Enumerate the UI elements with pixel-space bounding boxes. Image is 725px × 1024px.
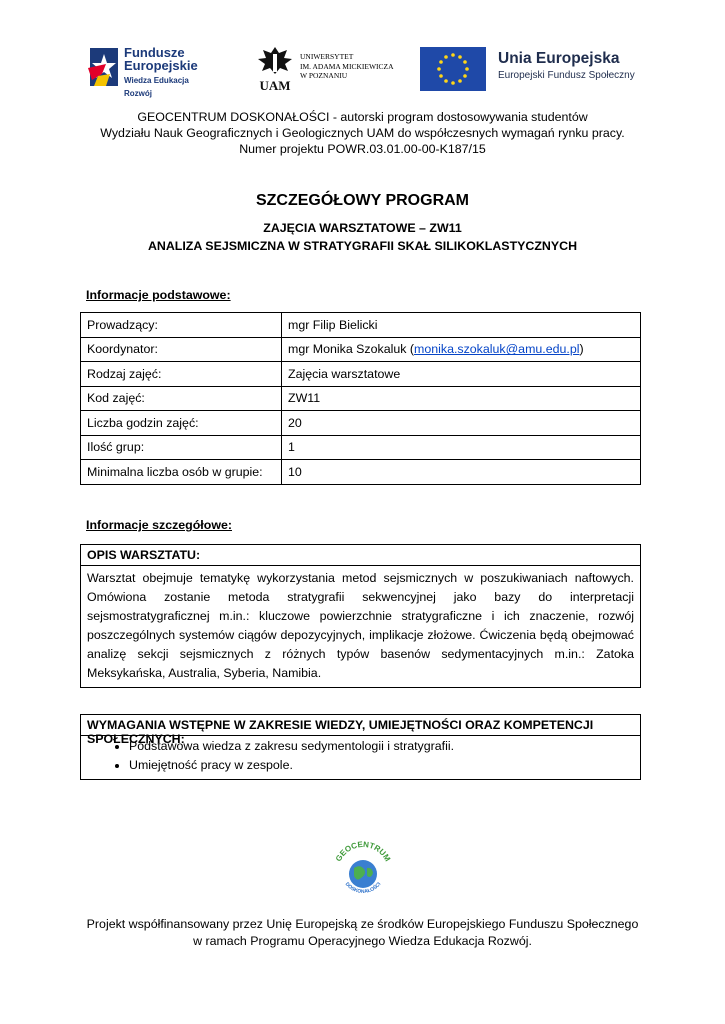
- uam-mark-text: UAM: [259, 78, 291, 93]
- list-item: • Podstawowa wiedza z zakresu sedymentologii i stratygrafii.: [129, 737, 640, 756]
- row-value: 1: [282, 435, 641, 460]
- table-row: [81, 411, 641, 436]
- unia-europejska-logo: [420, 47, 636, 91]
- page-subtitle-code: ZAJĘCIA WARSZTATOWE – ZW11: [263, 221, 462, 235]
- header-line-3: Numer projektu POWR.03.01.00-00-K187/15: [239, 142, 486, 156]
- table-row: [81, 386, 641, 411]
- uam-eagle-icon: [254, 44, 296, 94]
- row-label: Koordynator:: [81, 337, 282, 362]
- coordinator-suffix: ): [579, 342, 584, 357]
- table-row: [81, 337, 641, 362]
- row-value: [282, 337, 641, 362]
- requirements-list: [81, 736, 640, 779]
- row-value: ZW11: [282, 386, 641, 411]
- uam-line3: W POZNANIU: [300, 71, 348, 80]
- row-label: Minimalna liczba osób w grupie:: [81, 460, 282, 485]
- fundusze-line2: Europejskie: [124, 58, 198, 73]
- coordinator-email-link[interactable]: monika.szokaluk@amu.edu.pl: [414, 342, 580, 357]
- fundusze-star-icon: [88, 44, 122, 90]
- row-label: Prowadzący:: [81, 313, 282, 338]
- row-label: Rodzaj zajęć:: [81, 362, 282, 387]
- eu-flag-icon: [420, 47, 486, 91]
- row-label: Kod zajęć:: [81, 386, 282, 411]
- row-value: Zajęcia warsztatowe: [282, 362, 641, 387]
- table-row: [81, 435, 641, 460]
- row-value: 20: [282, 411, 641, 436]
- geocentrum-top-text: GEOCENTRUM: [333, 839, 393, 864]
- fundusze-europejskie-logo: [88, 44, 218, 98]
- basic-info-table: [80, 312, 641, 485]
- svg-text:GEOCENTRUM: [334, 840, 393, 864]
- requirements-box: [80, 714, 641, 780]
- page-subtitle-topic: ANALIZA SEJSMICZNA W STRATYGRAFII SKAŁ SILIKOKLASTYCZNYCH: [147, 239, 578, 253]
- requirements-title: WYMAGANIA WSTĘPNE W ZAKRESIE WIEDZY, UMIEJĘTNOŚCI ORAZ KOMPETENCJI SPOŁECZNYCH:: [81, 715, 640, 736]
- detail-info-heading: Informacje szczegółowe:: [86, 518, 232, 532]
- header-line-1: GEOCENTRUM DOSKONAŁOŚCI - autorski program dostosowywania studentów: [137, 110, 588, 124]
- page-title: SZCZEGÓŁOWY PROGRAM: [255, 192, 470, 209]
- list-item: • Umiejętność pracy w zespole.: [129, 756, 640, 775]
- geocentrum-logo: [330, 838, 396, 902]
- uam-logo: [254, 44, 394, 94]
- description-box: [80, 544, 641, 688]
- header-line-2: Wydziału Nauk Geograficznych i Geologicznych UAM do współczesnych wymagań rynku pracy.: [100, 126, 625, 140]
- eu-line1: Unia Europejska: [498, 50, 620, 67]
- geocentrum-bottom-text: DOSKONAŁOŚCI: [343, 881, 383, 895]
- eu-line2: Europejski Fundusz Społeczny: [498, 70, 635, 81]
- document-header: [0, 109, 725, 157]
- uam-line1: UNIWERSYTET: [300, 52, 354, 61]
- row-value: mgr Filip Bielicki: [282, 313, 641, 338]
- row-value: 10: [282, 460, 641, 485]
- row-label: Liczba godzin zajęć:: [81, 411, 282, 436]
- row-label: Ilość grup:: [81, 435, 282, 460]
- globe-icon: [330, 838, 396, 902]
- table-row: [81, 460, 641, 485]
- table-row: [81, 362, 641, 387]
- description-text: Warsztat obejmuje tematykę wykorzystania metod sejsmicznych w poszukiwaniach naftowych. Omówiona zostanie metoda stratygrafii sekwencyjnej jako bazy do interpretacji sejsmostratygraficznej m.in.: kluczowe powierzchnie stratygraficzne i ich znaczenie, rozwój poszczególnych systemów ciągów depozycyjnych, implikacje złożowe. Ćwiczenia będą obejmować analizę sekcji sejsmicznych z różnych typów basenów sedymentacyjnych m.in.: Zatoka Meksykańska, Australia, Syberia, Namibia.: [87, 571, 634, 680]
- fundusze-line1: Fundusze: [124, 45, 185, 60]
- basic-info-heading: Informacje podstawowe:: [86, 288, 231, 302]
- footer-line-2: w ramach Programu Operacyjnego Wiedza Edukacja Rozwój.: [193, 934, 532, 948]
- coordinator-name: mgr Monika Szokaluk (: [288, 342, 415, 357]
- fundusze-line3: Wiedza Edukacja Rozwój: [124, 76, 189, 98]
- uam-line2: IM. ADAMA MICKIEWICZA: [300, 61, 394, 71]
- page-footer: [0, 916, 725, 950]
- description-title: OPIS WARSZTATU:: [81, 545, 640, 566]
- footer-line-1: Projekt współfinansowany przez Unię Europejską ze środków Europejskiego Funduszu Społecznego: [86, 917, 639, 931]
- table-row: [81, 313, 641, 338]
